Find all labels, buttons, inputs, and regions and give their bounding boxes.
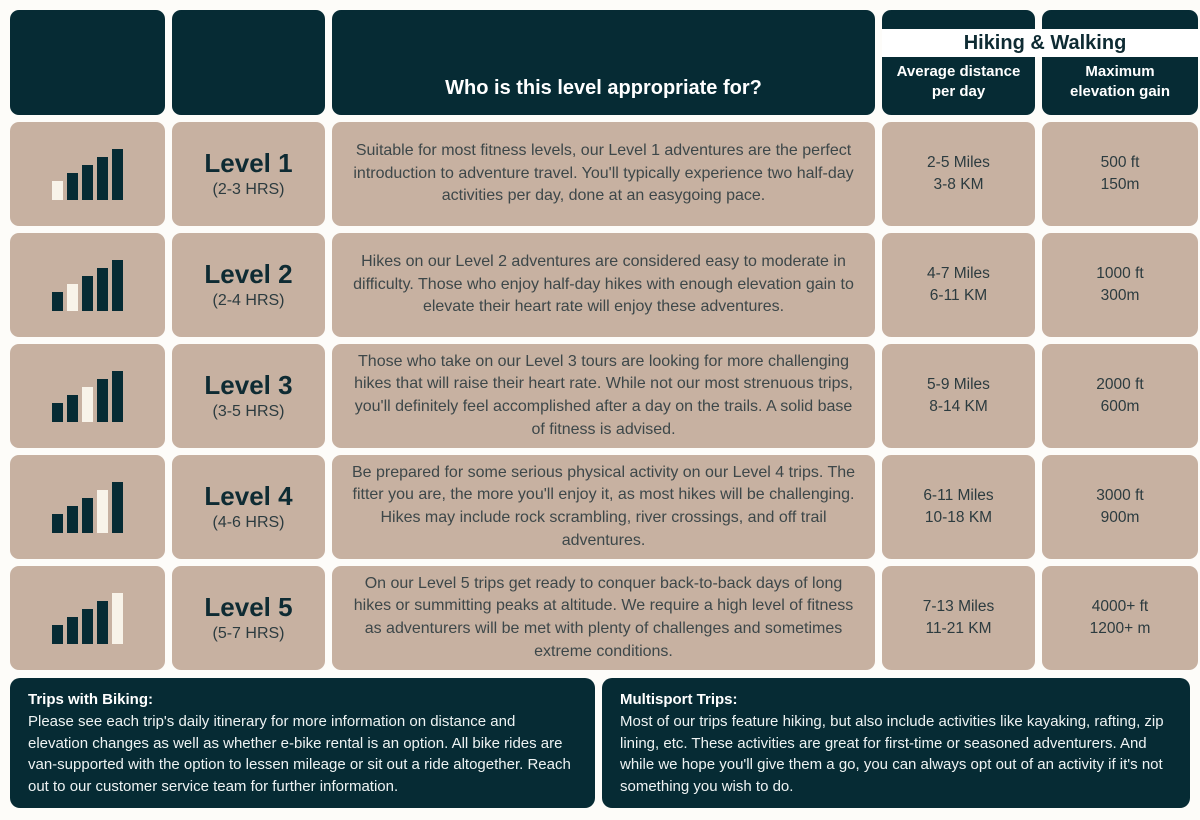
- level-name: Level 2: [204, 259, 293, 290]
- level-4-icon-cell: [10, 455, 165, 559]
- footnotes-row: [10, 678, 1190, 808]
- elevation-m: 300m: [1100, 287, 1140, 304]
- distance-miles: 7-13 Miles: [922, 597, 995, 615]
- multisport-footnote-body: Most of our trips feature hiking, but also include activities like kayaking, rafting, zip lining, etc. These activities are great for first-time or seasoned adventurers. And while we hope you'll give them a go, you can always opt out of an activity if it's not something you wish to do.: [620, 712, 1164, 795]
- level-2-description-cell: [332, 233, 875, 337]
- level-1-distance-cell: [882, 122, 1035, 226]
- header-question-cell: [332, 10, 875, 115]
- level-3-distance-cell: [882, 344, 1035, 448]
- level-description: Be prepared for some serious physical activity on our Level 4 trips. The fitter you are, the more you'll enjoy it, as most hikes will be challenging. Hikes may include rock scrambling, river crossings, and off trail adventures.: [351, 463, 856, 549]
- difficulty-bars-icon: [52, 592, 123, 644]
- elevation-m: 600m: [1100, 398, 1140, 415]
- difficulty-levels-table: [10, 10, 1190, 670]
- elevation-ft: 500 ft: [1100, 153, 1140, 171]
- question-header-label: Who is this level appropriate for?: [445, 77, 762, 99]
- level-3-description-cell: [332, 344, 875, 448]
- elevation-ft: 3000 ft: [1096, 486, 1144, 504]
- level-hours: (4-6 HRS): [212, 513, 285, 531]
- level-4-elevation-cell: [1042, 455, 1198, 559]
- distance-km: 11-21 KM: [925, 620, 992, 637]
- difficulty-bars-icon: [52, 259, 123, 311]
- difficulty-bars-icon: [52, 481, 123, 533]
- header-distance-cell: [882, 10, 1035, 115]
- distance-header-line1: Average distance: [896, 62, 1021, 80]
- level-5-description-cell: [332, 566, 875, 670]
- level-description: On our Level 5 trips get ready to conquer back-to-back days of long hikes or summitting peaks at altitude. We require a high level of fitness as adventurers will be met with plenty of challenges and sometimes extreme conditions.: [353, 574, 854, 660]
- level-2-elevation-cell: [1042, 233, 1198, 337]
- distance-km: 6-11 KM: [929, 287, 988, 304]
- level-description: Suitable for most fitness levels, our Level 1 adventures are the perfect introduction to adventure travel. You'll typically experience two half-day activities per day, done at an easygoing pace.: [353, 141, 854, 205]
- level-2-label-cell: [172, 233, 325, 337]
- level-hours: (3-5 HRS): [212, 402, 285, 420]
- difficulty-bars-icon: [52, 370, 123, 422]
- elevation-m: 900m: [1100, 509, 1140, 526]
- level-hours: (5-7 HRS): [212, 624, 285, 642]
- hiking-walking-title: Hiking & Walking: [963, 31, 1127, 54]
- level-5-distance-cell: [882, 566, 1035, 670]
- elevation-column-header: [1042, 62, 1198, 103]
- level-5-elevation-cell: [1042, 566, 1198, 670]
- header-level-column-spacer: [172, 10, 325, 115]
- distance-km: 10-18 KM: [924, 509, 993, 526]
- level-1-icon-cell: [10, 122, 165, 226]
- multisport-footnote-title: Multisport Trips:: [620, 691, 738, 708]
- elevation-m: 1200+ m: [1089, 620, 1151, 637]
- level-2-distance-cell: [882, 233, 1035, 337]
- hiking-walking-band: [882, 29, 1200, 57]
- level-description: Those who take on our Level 3 tours are looking for more challenging hikes that will raise their heart rate. While not our most strenuous trips, you'll definitely feel accomplished after a day on the trails. A solid base of fitness is advised.: [354, 352, 853, 438]
- level-3-label-cell: [172, 344, 325, 448]
- level-2-icon-cell: [10, 233, 165, 337]
- elevation-header-line2: elevation gain: [1069, 82, 1171, 100]
- biking-footnote-body: Please see each trip's daily itinerary for more information on distance and elevation changes as well as whether e-bike rental is an option. All bike rides are van-supported with the option to lessen mileage or sit out a ride altogether. Reach out to our customer service team for further information.: [28, 712, 571, 795]
- level-5-icon-cell: [10, 566, 165, 670]
- elevation-ft: 2000 ft: [1096, 375, 1144, 393]
- level-3-icon-cell: [10, 344, 165, 448]
- header-icon-column-spacer: [10, 10, 165, 115]
- level-4-distance-cell: [882, 455, 1035, 559]
- distance-miles: 6-11 Miles: [923, 486, 994, 504]
- difficulty-bars-icon: [52, 148, 123, 200]
- multisport-footnote: [602, 678, 1190, 808]
- level-5-label-cell: [172, 566, 325, 670]
- level-name: Level 3: [204, 370, 293, 401]
- level-3-elevation-cell: [1042, 344, 1198, 448]
- elevation-ft: 1000 ft: [1096, 264, 1144, 282]
- level-name: Level 5: [204, 592, 293, 623]
- hiking-walking-header-group: [882, 10, 1198, 115]
- elevation-m: 150m: [1100, 176, 1140, 193]
- elevation-ft: 4000+ ft: [1091, 597, 1149, 615]
- biking-footnote-title: Trips with Biking:: [28, 691, 154, 708]
- distance-km: 8-14 KM: [929, 398, 988, 415]
- level-hours: (2-3 HRS): [212, 180, 285, 198]
- distance-miles: 4-7 Miles: [927, 264, 990, 282]
- level-1-label-cell: [172, 122, 325, 226]
- distance-miles: 5-9 Miles: [927, 375, 990, 393]
- level-name: Level 4: [204, 481, 293, 512]
- level-1-description-cell: [332, 122, 875, 226]
- distance-column-header: [882, 62, 1035, 103]
- distance-header-line2: per day: [931, 82, 986, 100]
- level-4-label-cell: [172, 455, 325, 559]
- header-elevation-cell: [1042, 10, 1198, 115]
- elevation-header-line1: Maximum: [1085, 62, 1155, 80]
- distance-miles: 2-5 Miles: [927, 153, 990, 171]
- level-4-description-cell: [332, 455, 875, 559]
- level-hours: (2-4 HRS): [212, 291, 285, 309]
- distance-km: 3-8 KM: [933, 176, 984, 193]
- level-name: Level 1: [204, 148, 293, 179]
- level-description: Hikes on our Level 2 adventures are considered easy to moderate in difficulty. Those who enjoy half-day hikes with enough elevation gain to elevate their heart rate will enjoy these adventures.: [353, 252, 854, 316]
- biking-footnote: [10, 678, 595, 808]
- level-1-elevation-cell: [1042, 122, 1198, 226]
